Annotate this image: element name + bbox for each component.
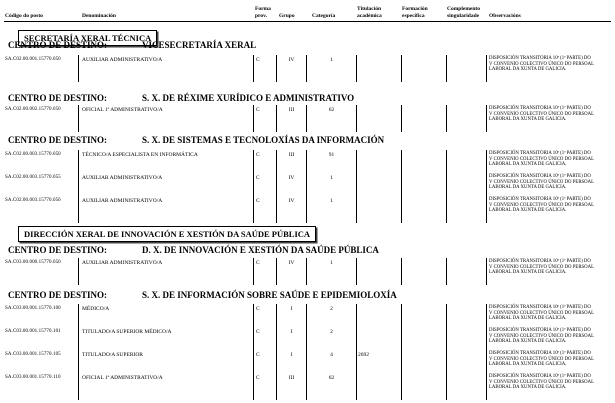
cell-codigo: SA.C03.00.000.15770.050 <box>5 260 61 265</box>
centro-de-destino-heading <box>8 135 608 145</box>
centro-label: CENTRO DE DESTINO: <box>8 135 108 145</box>
centro-de-destino-heading <box>8 245 608 255</box>
cell-categoria: 1 <box>330 198 333 204</box>
centro-name: D. X. DE INNOVACIÓN E XESTIÓN DA SAÚDE PÚBLICA <box>142 245 379 255</box>
cell-categoria: 62 <box>328 375 335 381</box>
cell-forma-prov: C <box>256 306 260 312</box>
cell-forma-prov: C <box>256 152 260 158</box>
column-header-formacion: Formación específica <box>402 6 428 19</box>
cell-codigo: SA.C02.00.002.15770.050 <box>5 107 61 112</box>
cell-denominacion: TÉCNICO/A ESPECIALISTA EN INFORMÁTICA <box>82 152 198 158</box>
cell-categoria: 91 <box>328 152 335 158</box>
cell-denominacion: AUXILIAR ADMINISTRATIVO/A <box>82 198 163 204</box>
cell-forma-prov: C <box>256 57 260 63</box>
column-header-codigo: Código do posto <box>5 13 43 19</box>
centro-name: S. X. DE RÉXIME XURÍDICO E ADMINISTRATIVO <box>142 93 355 103</box>
cell-observacions: DISPOSICIÓN TRANSITORIA 10ª (1ª PARTE) DO V CONVENIO COLECTIVO ÚNICO DO PERSOAL LABORAL DA XUNTA DE GALICIA. <box>489 374 594 390</box>
column-header-grupo: Grupo <box>279 13 295 19</box>
cell-grupo: IV <box>288 175 295 181</box>
cell-categoria: 1 <box>330 57 333 63</box>
cell-codigo: SA.C03.00.001.15770.105 <box>5 352 61 357</box>
cell-codigo: SA.C02.00.003.15770.050 <box>5 152 61 157</box>
table-row <box>0 258 615 285</box>
cell-forma-prov: C <box>256 352 260 358</box>
cell-forma-prov: C <box>256 175 260 181</box>
cell-categoria: 2 <box>330 306 333 312</box>
cell-denominacion: TITULADO/A SUPERIOR <box>82 352 143 358</box>
centro-label: CENTRO DE DESTINO: <box>8 290 108 300</box>
column-header-titulacion: Titulación académica <box>357 6 382 19</box>
centro-de-destino-heading <box>8 40 608 50</box>
cell-grupo: I <box>290 352 293 358</box>
cell-grupo: III <box>288 375 295 381</box>
cell-observacions: DISPOSICIÓN TRANSITORIA 10ª (1ª PARTE) DO V CONVENIO COLECTIVO ÚNICO DO PERSOAL LABORAL DA XUNTA DE GALICIA. <box>489 259 594 275</box>
cell-denominacion: MÉDICO/A <box>82 306 110 312</box>
table-row <box>0 105 615 132</box>
cell-denominacion: AUXILIAR ADMINISTRATIVO/A <box>82 57 163 63</box>
cell-observacions: DISPOSICIÓN TRANSITORIA 10ª (1ª PARTE) DO V CONVENIO COLECTIVO ÚNICO DO PERSOAL LABORAL DA XUNTA DE GALICIA. <box>489 106 594 122</box>
cell-grupo: III <box>288 107 295 113</box>
table-row <box>0 150 615 173</box>
cell-observacions: DISPOSICIÓN TRANSITORIA 10ª (1ª PARTE) DO V CONVENIO COLECTIVO ÚNICO DO PERSOAL LABORAL DA XUNTA DE GALICIA. <box>489 197 594 213</box>
cell-forma-prov: C <box>256 375 260 381</box>
cell-codigo: SA.C03.00.001.15770.100 <box>5 306 61 311</box>
cell-codigo: SA.C02.00.001.15770.050 <box>5 57 61 62</box>
cell-observacions: DISPOSICIÓN TRANSITORIA 10ª (1ª PARTE) DO V CONVENIO COLECTIVO ÚNICO DO PERSOAL LABORAL DA XUNTA DE GALICIA. <box>489 174 594 190</box>
cell-denominacion: OFICIAL 1ª ADMINISTRATIVO/A <box>82 375 163 381</box>
centro-label: CENTRO DE DESTINO: <box>8 93 108 103</box>
cell-forma-prov: C <box>256 260 260 266</box>
column-header-forma-prov: Forma prov. <box>255 6 271 19</box>
cell-observacions: DISPOSICIÓN TRANSITORIA 10ª (1ª PARTE) DO V CONVENIO COLECTIVO ÚNICO DO PERSOAL LABORAL DA XUNTA DE GALICIA. <box>489 305 594 321</box>
table-row <box>0 196 615 223</box>
cell-codigo: SA.C03.00.001.15770.101 <box>5 329 61 334</box>
centro-name: S. X. DE INFORMACIÓN SOBRE SAÚDE E EPIDEMIOLOXÍA <box>142 290 397 300</box>
cell-grupo: IV <box>288 198 295 204</box>
centro-name: S. X. DE SISTEMAS E TECNOLOXÍAS DA INFORMACIÓN <box>142 135 385 145</box>
cell-grupo: I <box>290 329 293 335</box>
centro-de-destino-heading <box>8 290 608 300</box>
centro-de-destino-heading <box>8 93 608 103</box>
cell-categoria: 2 <box>330 329 333 335</box>
table-row <box>0 327 615 350</box>
cell-codigo: SA.C02.00.003.15770.056 <box>5 198 61 203</box>
header-divider <box>4 21 611 22</box>
column-header-categoria: Categoría <box>312 13 336 19</box>
cell-forma-prov: C <box>256 107 260 113</box>
cell-grupo: I <box>290 306 293 312</box>
cell-grupo: IV <box>288 260 295 266</box>
table-row <box>0 55 615 82</box>
section-title-box: DIRECCIÓN XERAL DE INNOVACIÓN E XESTIÓN DA SAÚDE PÚBLICA <box>18 226 316 242</box>
section-title-box: SECRETARÍA XERAL TÉCNICA <box>18 30 157 46</box>
table-row <box>0 373 615 400</box>
table-row <box>0 350 615 373</box>
cell-categoria: 1 <box>330 175 333 181</box>
centro-name: VICESECRETARÍA XERAL <box>142 40 257 50</box>
cell-grupo: III <box>288 152 295 158</box>
cell-categoria: 1 <box>330 260 333 266</box>
centro-label: CENTRO DE DESTINO: <box>8 40 108 50</box>
cell-denominacion: OFICIAL 1ª ADMINISTRATIVO/A <box>82 107 163 113</box>
column-header-observacions: Observacións <box>489 13 521 19</box>
cell-observacions: DISPOSICIÓN TRANSITORIA 10ª (1ª PARTE) DO V CONVENIO COLECTIVO ÚNICO DO PERSOAL LABORAL DA XUNTA DE GALICIA. <box>489 151 594 167</box>
column-header-denominacion: Denominación <box>82 13 116 19</box>
cell-titulacion: 2692 <box>358 352 369 358</box>
cell-denominacion: AUXILIAR ADMINISTRATIVO/A <box>82 175 163 181</box>
cell-codigo: SA.C03.00.001.15770.110 <box>5 375 61 380</box>
cell-grupo: IV <box>288 57 295 63</box>
cell-observacions: DISPOSICIÓN TRANSITORIA 10ª (1ª PARTE) DO V CONVENIO COLECTIVO ÚNICO DO PERSOAL LABORAL DA XUNTA DE GALICIA. <box>489 328 594 344</box>
cell-denominacion: TITULADO/A SUPERIOR MÉDICO/A <box>82 329 172 335</box>
cell-forma-prov: C <box>256 198 260 204</box>
cell-categoria: 62 <box>328 107 335 113</box>
cell-codigo: SA.C02.00.003.15770.055 <box>5 175 61 180</box>
cell-categoria: 4 <box>330 352 333 358</box>
cell-observacions: DISPOSICIÓN TRANSITORIA 10ª (1ª PARTE) DO V CONVENIO COLECTIVO ÚNICO DO PERSOAL LABORAL DA XUNTA DE GALICIA. <box>489 56 594 72</box>
cell-forma-prov: C <box>256 329 260 335</box>
table-row <box>0 173 615 196</box>
column-header-complemento: Complemento singularidade <box>447 6 480 19</box>
cell-observacions: DISPOSICIÓN TRANSITORIA 10ª (1ª PARTE) DO V CONVENIO COLECTIVO ÚNICO DO PERSOAL LABORAL DA XUNTA DE GALICIA. <box>489 351 594 367</box>
cell-denominacion: AUXILIAR ADMINISTRATIVO/A <box>82 260 163 266</box>
centro-label: CENTRO DE DESTINO: <box>8 245 108 255</box>
table-row <box>0 304 615 327</box>
